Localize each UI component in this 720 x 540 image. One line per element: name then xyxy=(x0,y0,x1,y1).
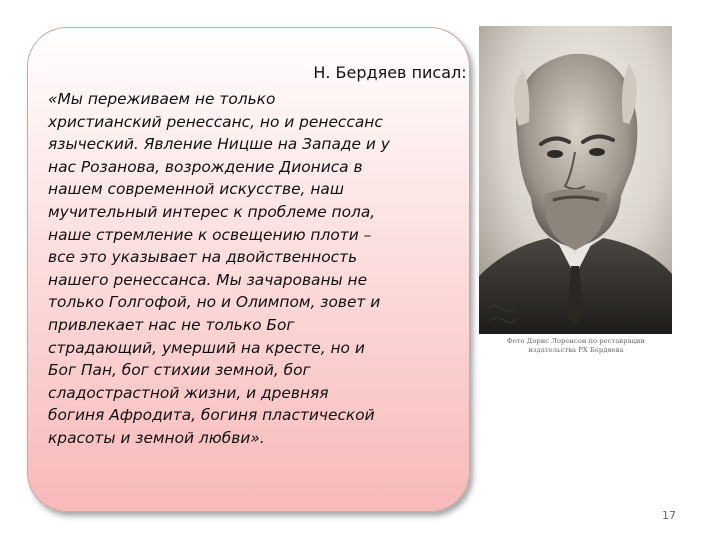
portrait-caption xyxy=(486,337,666,355)
quote-line: только Голгофой, но и Олимпом, зовет и xyxy=(48,293,381,312)
quote-line: «Мы переживаем не только xyxy=(48,90,276,108)
quote-line: все это указывает на двойственность xyxy=(48,248,358,267)
quote-line: нас Розанова, возрождение Диониса в xyxy=(48,157,363,176)
page-number: 17 xyxy=(662,509,676,522)
quote-heading: Н. Бердяев писал: xyxy=(313,63,467,82)
portrait-photo xyxy=(479,26,672,334)
quote-line: сладострастной жизни, и древняя xyxy=(48,383,329,402)
quote-line: мучительный интерес к проблеме пола, xyxy=(48,202,376,221)
quote-line: богиня Афродита, богиня пластической xyxy=(48,406,375,425)
quote-line: страдающий, умерший на кресте, но и xyxy=(48,338,365,357)
quote-line: наше стремление к освещению плоти – xyxy=(48,225,372,244)
quote-line: Бог Пан, бог стихии земной, бог xyxy=(48,361,311,380)
quote-line: нашем современной искусстве, наш xyxy=(48,180,344,199)
quote-line: языческий. Явление Ницше на Западе и у xyxy=(48,135,390,154)
quote-line: нашего ренессанса. Мы зачарованы не xyxy=(48,270,368,289)
caption-line: издательства РХ Бердяева xyxy=(528,346,624,354)
quote-text xyxy=(48,88,448,450)
quote-line: привлекает нас не только Бог xyxy=(48,315,295,334)
caption-line: Фото Дорис Лоренсон по реставрации xyxy=(507,337,645,345)
quote-line: христианский ренессанс, но и ренессанс xyxy=(48,112,383,131)
quote-line: красоты и земной любви». xyxy=(48,428,265,447)
